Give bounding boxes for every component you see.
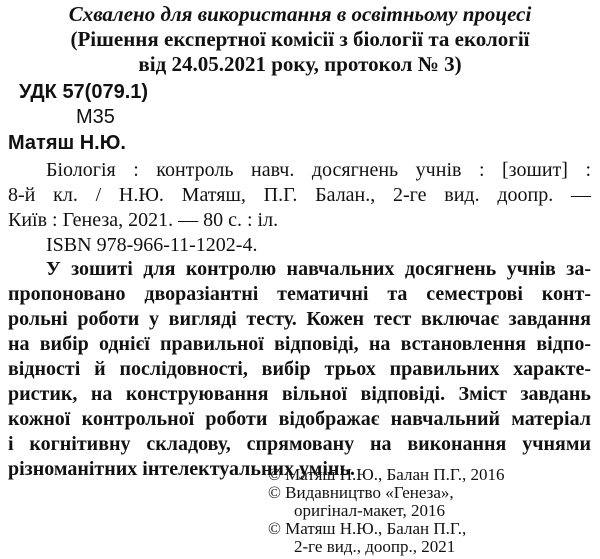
isbn: ISBN 978-966-11-1202-4. bbox=[46, 234, 258, 256]
annotation-line: ристик, на конструювання вільної відповіді. Зміст завдань bbox=[8, 383, 591, 405]
copyright-line-3: оригінал-макет, 2016 bbox=[294, 501, 445, 520]
bibliography-line-1: Біологія : контроль навч. досягнень учнів : [зошит] : bbox=[46, 159, 591, 181]
bibliography-line-2: 8-й кл. / Н.Ю. Матяш, П.Г. Балан., 2-ге вид. доопр. — bbox=[8, 184, 591, 206]
udk-code: УДК 57(079.1) bbox=[19, 81, 149, 103]
author-heading: Матяш Н.Ю. bbox=[8, 132, 126, 154]
copyright-line-1: © Матяш Н.Ю., Балан П.Г., 2016 bbox=[268, 465, 505, 484]
approval-line-1: Схвалено для використання в освітньому процесі bbox=[68, 2, 532, 26]
annotation-line: на вибір однієї правильної відповіді, на встановлення відпо- bbox=[8, 333, 591, 355]
approval-line-3: від 24.05.2021 року, протокол № 3) bbox=[138, 52, 462, 76]
annotation-line: рольні роботи у вигляді тесту. Кожен тест включає завдання bbox=[8, 308, 591, 330]
annotation-line: і когнітивну складову, спрямовану на виконання учнями bbox=[8, 433, 591, 455]
copyright-line-2: © Видавництво «Генеза», bbox=[268, 483, 454, 502]
annotation-line: У зошиті для контролю навчальних досягнень учнів за- bbox=[46, 258, 591, 280]
approval-line-2: (Рішення експертної комісії з біології та екології bbox=[70, 27, 530, 51]
annotation-line: кожної контрольної роботи відображає навчальний матеріал bbox=[8, 408, 591, 430]
annotation-line: відності й послідовності, вибір трьох правильних характе- bbox=[8, 358, 591, 380]
bibliography-line-3: Київ : Генеза, 2021. — 80 с. : іл. bbox=[8, 209, 279, 231]
copyright-line-4: © Матяш Н.Ю., Балан П.Г., bbox=[268, 519, 467, 538]
bbk-code: М35 bbox=[76, 106, 115, 128]
annotation-line: різноманітних інтелектуальних умінь. bbox=[8, 458, 356, 480]
copyright-line-5: 2-ге вид., доопр., 2021 bbox=[294, 537, 456, 556]
annotation-line: пропоновано дворазіантні тематичні та семестрові конт- bbox=[8, 283, 591, 305]
